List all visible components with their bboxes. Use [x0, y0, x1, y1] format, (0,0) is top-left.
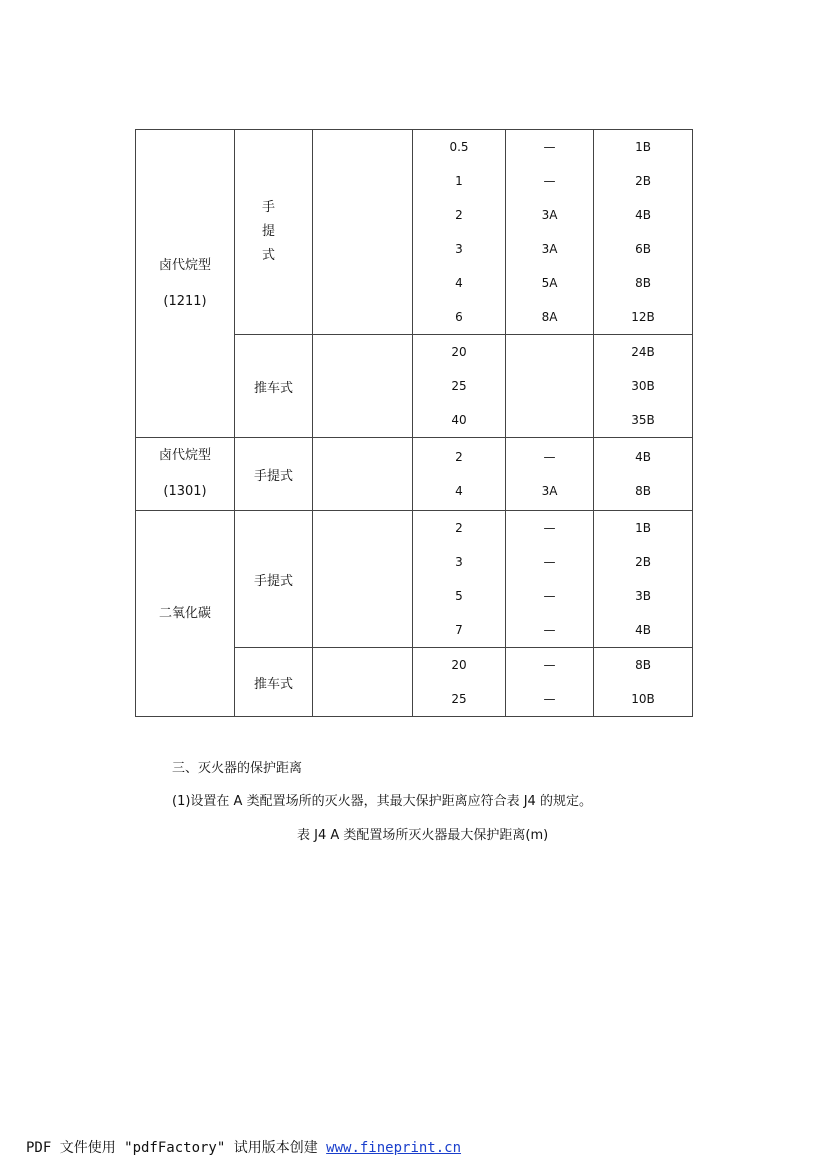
extinguisher-rating-table — [135, 129, 693, 717]
mode-cell — [235, 511, 313, 648]
capacity-value: 40 — [451, 413, 467, 427]
agent-name: 卤代烷型 — [158, 448, 211, 463]
mode-cell — [235, 335, 313, 438]
capacity-value: 3 — [455, 555, 463, 569]
mode-label: 手 提 式 — [261, 200, 285, 263]
b-rating-value: 6B — [635, 242, 651, 256]
b-rating-value: 35B — [631, 413, 655, 427]
b-rating-value: 3B — [635, 589, 651, 603]
b-rating-value: 8B — [635, 484, 651, 498]
agent-code: (1211) — [163, 293, 207, 309]
agent-cell-1301 — [136, 438, 235, 511]
capacity-value: 25 — [451, 692, 467, 706]
b-rating-value: 1B — [635, 140, 651, 154]
mode-cell — [235, 130, 313, 335]
body-paragraph: (1)设置在 A 类配置场所的灭火器，其最大保护距离应符合表 J4 的规定。 — [172, 794, 592, 809]
footer-link[interactable]: www.fineprint.cn — [326, 1140, 462, 1156]
capacity-value: 2 — [455, 208, 463, 222]
capacity-value: 4 — [455, 276, 463, 290]
mode-label: 推车式 — [253, 380, 293, 396]
a-rating-value: 5A — [541, 276, 558, 290]
b-rating-value: 4B — [635, 208, 651, 222]
b-rating-value: 12B — [631, 310, 655, 324]
mode-cell — [235, 648, 313, 717]
capacity-cell — [413, 511, 506, 648]
mode-label: 推车式 — [253, 676, 293, 692]
capacity-value: 1 — [455, 174, 463, 188]
agent-code: (1301) — [163, 484, 207, 499]
a-rating-cell — [506, 648, 594, 717]
a-rating-value: — — [543, 589, 556, 603]
b-rating-value: 2B — [635, 174, 651, 188]
capacity-value: 4 — [455, 484, 463, 498]
a-rating-value: 8A — [541, 310, 558, 324]
capacity-cell — [413, 648, 506, 717]
a-rating-value — [506, 369, 593, 403]
capacity-cell — [413, 335, 506, 438]
b-rating-cell — [594, 335, 693, 438]
agent-cell-1211 — [136, 130, 235, 438]
capacity-value: 20 — [451, 658, 467, 672]
mode-label: 手提式 — [253, 468, 293, 484]
a-rating-cell — [506, 335, 594, 438]
a-rating-value: — — [543, 174, 556, 188]
table-caption: 表 J4 A 类配置场所灭火器最大保护距离(m) — [297, 828, 549, 843]
capacity-cell — [413, 438, 506, 511]
a-rating-value: 3A — [541, 208, 558, 222]
b-rating-value: 4B — [635, 623, 651, 637]
b-rating-value: 1B — [635, 521, 651, 535]
b-rating-cell — [594, 438, 693, 511]
a-rating-value — [506, 335, 593, 369]
a-rating-value — [506, 403, 593, 437]
b-rating-value: 24B — [631, 345, 655, 359]
b-rating-value: 4B — [635, 450, 651, 464]
a-rating-value: — — [543, 140, 556, 154]
footer-text: PDF 文件使用 "pdfFactory" 试用版本创建 — [26, 1140, 327, 1156]
b-rating-cell — [594, 130, 693, 335]
empty-cell — [313, 648, 413, 717]
b-rating-value: 30B — [631, 379, 655, 393]
empty-cell — [313, 511, 413, 648]
a-rating-value: 3A — [541, 242, 558, 256]
capacity-value: 25 — [451, 379, 467, 393]
capacity-value: 7 — [455, 623, 463, 637]
a-rating-value: 3A — [541, 484, 558, 498]
b-rating-cell — [594, 648, 693, 717]
capacity-value: 0.5 — [449, 140, 469, 154]
b-rating-cell — [594, 511, 693, 648]
capacity-value: 6 — [455, 310, 463, 324]
a-rating-value: — — [543, 658, 556, 672]
capacity-value: 5 — [455, 589, 463, 603]
b-rating-value: 8B — [635, 276, 651, 290]
empty-cell — [313, 130, 413, 335]
mode-label: 手提式 — [253, 573, 293, 589]
a-rating-value: — — [543, 623, 556, 637]
a-rating-value: — — [543, 521, 556, 535]
empty-cell — [313, 438, 413, 511]
b-rating-value: 2B — [635, 555, 651, 569]
a-rating-cell — [506, 130, 594, 335]
empty-cell — [313, 335, 413, 438]
a-rating-value: — — [543, 555, 556, 569]
section-heading: 三、灭火器的保护距离 — [172, 761, 303, 776]
agent-name: 卤代烷型 — [158, 257, 211, 273]
capacity-value: 2 — [455, 521, 463, 535]
capacity-value: 3 — [455, 242, 463, 256]
capacity-value: 20 — [451, 345, 467, 359]
a-rating-cell — [506, 438, 594, 511]
agent-name: 二氧化碳 — [158, 605, 211, 621]
a-rating-cell — [506, 511, 594, 648]
b-rating-value: 10B — [631, 692, 655, 706]
b-rating-value: 8B — [635, 658, 651, 672]
agent-cell-co2 — [136, 511, 235, 717]
mode-cell — [235, 438, 313, 511]
pdf-footer — [26, 1137, 461, 1157]
capacity-value: 2 — [455, 450, 463, 464]
a-rating-value: — — [543, 450, 556, 464]
a-rating-value: — — [543, 692, 556, 706]
capacity-cell — [413, 130, 506, 335]
